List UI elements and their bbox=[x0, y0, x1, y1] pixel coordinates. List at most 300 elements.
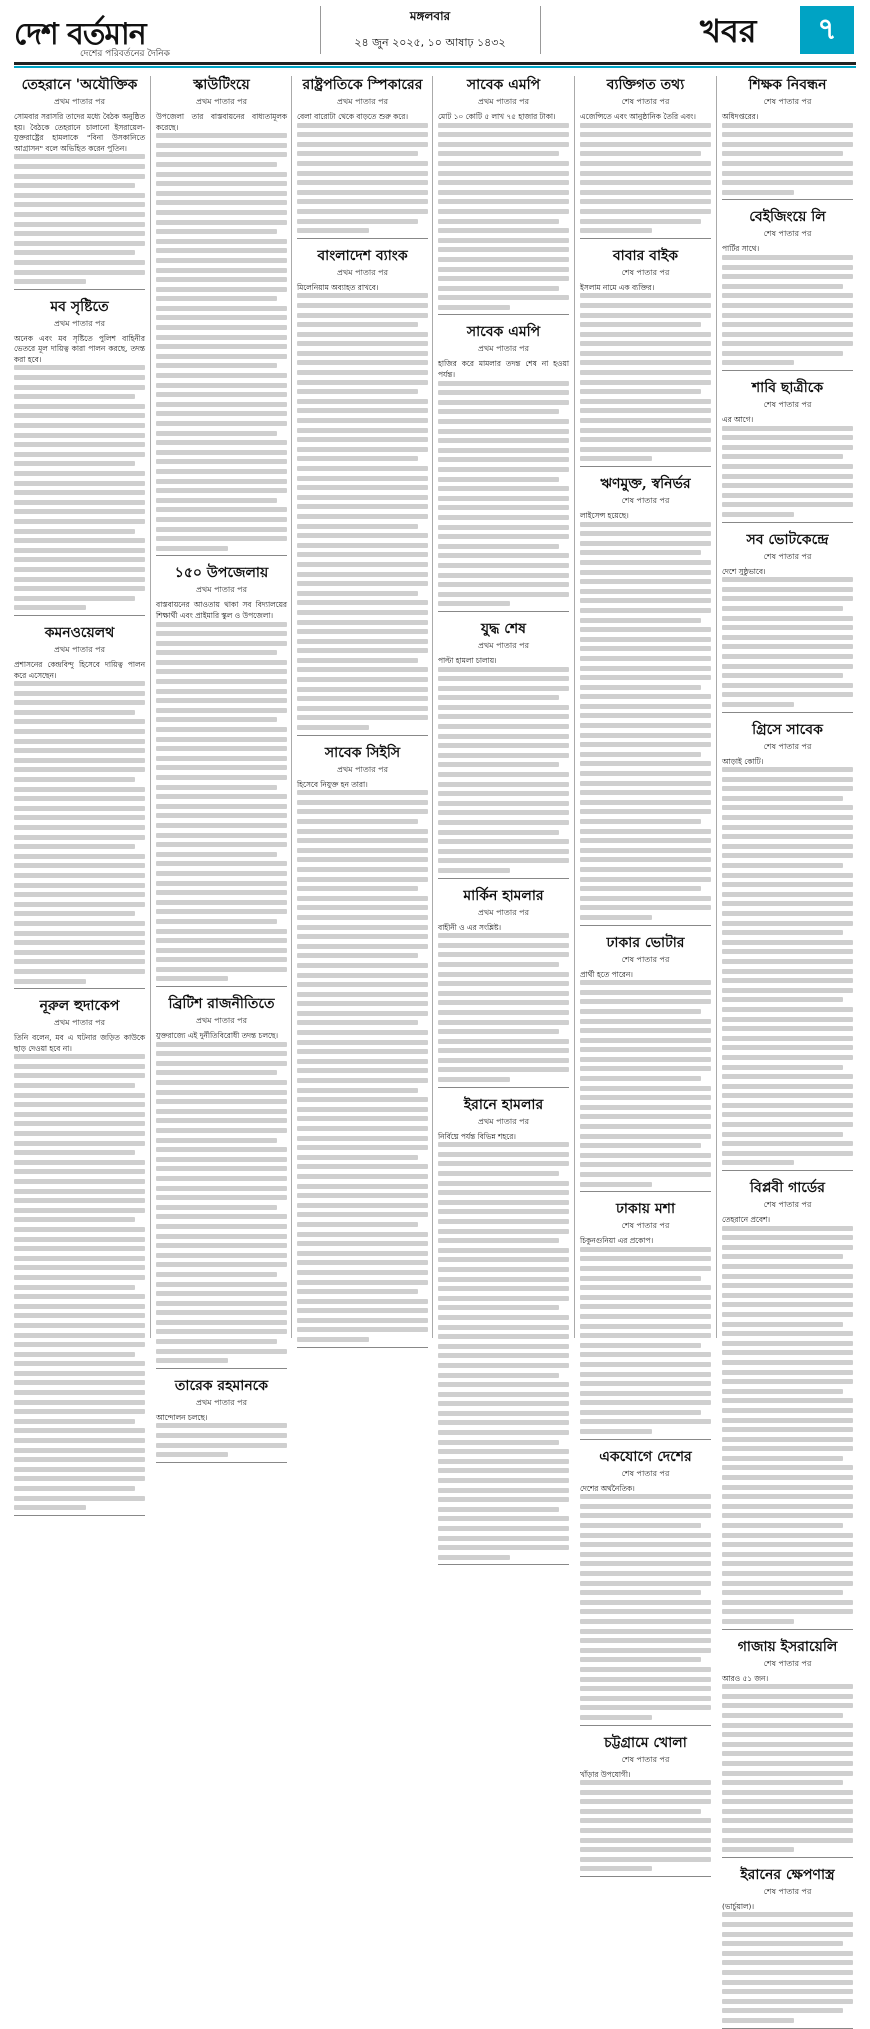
text-line bbox=[156, 1070, 277, 1075]
text-line bbox=[297, 725, 369, 730]
text-line bbox=[297, 543, 428, 548]
issue-day: মঙ্গলবার bbox=[409, 9, 451, 23]
article-divider bbox=[156, 555, 287, 556]
text-line bbox=[438, 390, 569, 395]
text-line bbox=[722, 1684, 853, 1689]
text-line bbox=[14, 202, 145, 207]
article-headline[interactable]: ইরানে হামলার bbox=[463, 1096, 544, 1113]
text-line bbox=[14, 787, 145, 792]
article-headline[interactable]: বিপ্লবী গার্ডের bbox=[750, 1180, 825, 1197]
news-article[interactable] bbox=[438, 1096, 569, 1566]
article-headline[interactable]: মব সৃষ্টিতে bbox=[50, 298, 109, 315]
text-line bbox=[438, 1382, 569, 1387]
text-line bbox=[580, 1847, 711, 1852]
text-line bbox=[14, 260, 145, 265]
text-line bbox=[438, 534, 569, 539]
text-line bbox=[156, 498, 277, 503]
article-body-text-lines bbox=[722, 767, 853, 1165]
text-line bbox=[722, 1341, 853, 1346]
text-line bbox=[580, 886, 701, 891]
news-article[interactable] bbox=[297, 247, 428, 736]
text-line bbox=[156, 641, 287, 646]
text-line bbox=[722, 445, 853, 450]
text-line bbox=[14, 1342, 145, 1347]
text-line bbox=[722, 1122, 853, 1127]
text-line bbox=[297, 706, 428, 711]
text-line bbox=[722, 1264, 853, 1269]
text-line bbox=[722, 1235, 853, 1240]
text-line bbox=[580, 1638, 711, 1643]
text-line bbox=[14, 796, 145, 801]
text-line bbox=[297, 867, 428, 872]
text-line bbox=[14, 241, 145, 246]
text-line bbox=[14, 863, 145, 868]
newspaper-logo[interactable] bbox=[14, 10, 204, 59]
news-article[interactable] bbox=[297, 76, 428, 239]
text-line bbox=[297, 696, 428, 701]
article-body-text-lines bbox=[14, 365, 145, 610]
text-line bbox=[297, 572, 428, 577]
text-line bbox=[156, 756, 287, 761]
text-line bbox=[297, 293, 428, 298]
text-line bbox=[438, 1392, 569, 1397]
article-body-text-lines bbox=[438, 1142, 569, 1560]
news-article[interactable] bbox=[722, 721, 853, 1172]
news-article[interactable] bbox=[580, 1448, 711, 1726]
text-line bbox=[438, 267, 569, 272]
text-line bbox=[14, 596, 135, 601]
text-line bbox=[156, 746, 287, 751]
header-rule bbox=[14, 62, 856, 65]
text-line bbox=[722, 978, 853, 983]
news-article[interactable] bbox=[14, 997, 145, 1516]
news-article[interactable] bbox=[722, 76, 853, 200]
text-line bbox=[580, 123, 711, 128]
text-line bbox=[14, 739, 145, 744]
text-line bbox=[297, 1040, 428, 1045]
text-line bbox=[722, 1331, 853, 1336]
text-line bbox=[14, 375, 145, 380]
article-continuation-label: প্রথম পাতার পর bbox=[478, 907, 529, 917]
text-line bbox=[580, 1047, 711, 1052]
text-line bbox=[438, 1277, 569, 1282]
text-line bbox=[722, 1045, 853, 1050]
text-line bbox=[14, 1323, 145, 1328]
text-line bbox=[297, 303, 428, 308]
text-line bbox=[580, 399, 711, 404]
text-line bbox=[438, 1545, 569, 1550]
article-headline[interactable]: ঢাকার ভোটার bbox=[606, 934, 685, 951]
text-line bbox=[438, 1248, 569, 1253]
text-line bbox=[297, 485, 428, 490]
text-line bbox=[722, 1389, 843, 1394]
text-line bbox=[297, 1184, 428, 1189]
article-headline[interactable]: তেহরানে 'অযৌক্তিক bbox=[21, 77, 138, 93]
text-line bbox=[438, 400, 569, 405]
text-line bbox=[438, 676, 569, 681]
text-line bbox=[722, 313, 853, 318]
text-line bbox=[580, 1143, 701, 1148]
article-divider bbox=[297, 735, 428, 736]
text-line bbox=[156, 296, 277, 301]
text-line bbox=[722, 2008, 843, 2013]
text-line bbox=[580, 579, 711, 584]
text-line bbox=[156, 631, 287, 636]
article-headline[interactable]: শাবি ছাত্রীকে bbox=[751, 380, 824, 397]
text-line bbox=[14, 1371, 145, 1376]
text-line bbox=[722, 1609, 853, 1614]
text-line bbox=[580, 219, 701, 224]
text-line bbox=[722, 1761, 853, 1766]
text-line bbox=[438, 1459, 569, 1464]
column-divider bbox=[291, 76, 292, 1338]
article-headline[interactable]: চট্টগ্রামে খোলা bbox=[604, 1734, 687, 1751]
article-divider bbox=[14, 1515, 145, 1516]
text-line bbox=[14, 1093, 145, 1098]
text-line bbox=[156, 727, 287, 732]
article-continuation-label: প্রথম পাতার পর bbox=[196, 97, 247, 106]
article-headline[interactable]: ব্যক্তিগত তথ্য bbox=[606, 77, 685, 93]
news-article[interactable] bbox=[580, 1734, 711, 1878]
article-body-text-lines bbox=[580, 1780, 711, 1871]
text-line bbox=[722, 151, 843, 156]
article-headline[interactable]: শিক্ষক নিবন্ধন bbox=[748, 77, 827, 93]
text-line bbox=[580, 389, 701, 394]
text-line bbox=[14, 1294, 145, 1299]
text-line bbox=[438, 962, 559, 967]
text-line bbox=[580, 1381, 711, 1386]
article-headline[interactable]: স্কাউটিংয়ে bbox=[193, 77, 250, 93]
text-line bbox=[156, 527, 287, 532]
text-line bbox=[580, 1419, 711, 1424]
article-continuation-label: প্রথম পাতার পর bbox=[478, 97, 529, 106]
text-line bbox=[438, 724, 569, 729]
text-line bbox=[297, 667, 428, 672]
news-article[interactable] bbox=[156, 564, 287, 987]
text-line bbox=[156, 1138, 277, 1143]
article-headline[interactable]: নূরুল হুদাকেপ bbox=[39, 998, 120, 1015]
text-line bbox=[722, 454, 843, 459]
article-divider bbox=[14, 615, 145, 616]
news-article[interactable] bbox=[14, 76, 145, 290]
text-line bbox=[14, 1198, 145, 1203]
text-line bbox=[438, 1190, 569, 1195]
text-line bbox=[580, 1124, 711, 1129]
news-article[interactable] bbox=[722, 1866, 853, 2029]
text-line bbox=[14, 481, 145, 486]
text-line bbox=[438, 305, 510, 310]
text-line bbox=[580, 1581, 711, 1586]
text-line bbox=[156, 1166, 287, 1171]
article-headline[interactable]: গাজায় ইসরায়েলি bbox=[737, 1638, 838, 1655]
text-line bbox=[580, 1372, 711, 1377]
text-line bbox=[722, 1999, 853, 2004]
article-headline[interactable]: বাবার বাইক bbox=[612, 247, 679, 264]
text-line bbox=[438, 1000, 569, 1005]
text-line bbox=[580, 456, 652, 461]
text-line bbox=[14, 1237, 145, 1242]
article-body: অনেক এবং মব সৃষ্টিতে পুলিশ বাহিনীর ভেতরে মূল দায়িত্ব কারা পালন করছে, তদন্ত করা হবে। bbox=[14, 333, 145, 364]
news-article[interactable] bbox=[580, 475, 711, 926]
text-line bbox=[722, 863, 843, 868]
article-continuation-label: প্রথম পাতার পর bbox=[196, 1016, 247, 1026]
text-line bbox=[297, 524, 418, 529]
text-line bbox=[438, 132, 569, 137]
text-line bbox=[438, 171, 569, 176]
text-line bbox=[438, 1029, 559, 1034]
text-line bbox=[14, 825, 145, 830]
news-article[interactable] bbox=[722, 1179, 853, 1630]
news-column bbox=[438, 76, 569, 1338]
text-line bbox=[580, 857, 711, 862]
text-line bbox=[156, 957, 287, 962]
text-line bbox=[14, 490, 145, 495]
news-article[interactable] bbox=[580, 934, 711, 1193]
text-line bbox=[580, 531, 711, 536]
article-headline[interactable]: যুদ্ধ শেষ bbox=[481, 620, 526, 637]
text-line bbox=[297, 332, 428, 337]
text-line bbox=[156, 1118, 287, 1123]
text-line bbox=[156, 536, 287, 541]
article-divider bbox=[438, 314, 569, 315]
text-line bbox=[14, 270, 145, 275]
text-line bbox=[156, 1214, 287, 1219]
text-line bbox=[580, 1504, 711, 1509]
text-line bbox=[438, 1142, 569, 1147]
article-headline[interactable]: বেইজিংয়ে লি bbox=[749, 209, 826, 226]
news-article[interactable] bbox=[438, 323, 569, 611]
text-line bbox=[580, 190, 711, 195]
header-rule-accent bbox=[14, 66, 856, 68]
text-line bbox=[438, 952, 569, 957]
article-headline[interactable]: কমনওয়েলথ bbox=[44, 624, 115, 641]
article-headline[interactable]: গ্রিসে সাবেক bbox=[752, 721, 823, 738]
news-article[interactable] bbox=[438, 76, 569, 315]
news-article[interactable] bbox=[14, 624, 145, 989]
text-line bbox=[580, 1295, 711, 1300]
text-line bbox=[297, 581, 428, 586]
article-body-text-lines bbox=[14, 154, 145, 284]
text-line bbox=[14, 471, 145, 476]
text-line bbox=[438, 544, 559, 549]
text-line bbox=[722, 997, 843, 1002]
text-line bbox=[722, 435, 853, 440]
text-line bbox=[722, 474, 853, 479]
text-line bbox=[580, 209, 711, 214]
text-line bbox=[722, 1475, 853, 1480]
text-line bbox=[722, 1418, 853, 1423]
text-line bbox=[580, 598, 711, 603]
article-body-text-lines bbox=[722, 1912, 853, 2023]
text-line bbox=[722, 882, 853, 887]
text-line bbox=[438, 1420, 569, 1425]
article-body-text-lines bbox=[722, 123, 853, 195]
text-line bbox=[14, 1169, 145, 1174]
text-line bbox=[438, 858, 569, 863]
text-line bbox=[156, 1358, 228, 1363]
text-line bbox=[438, 1152, 569, 1157]
text-line bbox=[438, 1526, 569, 1531]
column-divider bbox=[432, 76, 433, 1338]
text-line bbox=[438, 991, 569, 996]
news-article[interactable] bbox=[156, 1377, 287, 1463]
news-article[interactable] bbox=[580, 76, 711, 239]
text-line bbox=[438, 714, 569, 719]
text-line bbox=[156, 909, 287, 914]
text-line bbox=[438, 1315, 569, 1320]
text-line bbox=[438, 1555, 510, 1560]
news-article[interactable] bbox=[156, 76, 287, 556]
article-divider bbox=[297, 238, 428, 239]
text-line bbox=[156, 737, 287, 742]
text-line bbox=[722, 1513, 853, 1518]
text-line bbox=[722, 1742, 853, 1747]
article-headline[interactable]: ব্রিটিশ রাজনীতিতে bbox=[168, 996, 275, 1013]
text-line bbox=[580, 761, 711, 766]
text-line bbox=[580, 1590, 701, 1595]
text-line bbox=[438, 257, 569, 262]
news-article[interactable] bbox=[722, 531, 853, 713]
article-body: তেহরানে প্রবেশ। bbox=[722, 1215, 770, 1225]
article-body-text-lines bbox=[156, 622, 287, 982]
article-headline[interactable]: একযোগে দেশের bbox=[599, 1448, 692, 1465]
article-headline[interactable]: সাবেক এমপি bbox=[466, 77, 541, 93]
text-line bbox=[156, 708, 287, 713]
text-line bbox=[722, 1283, 853, 1288]
article-body-text-lines bbox=[438, 381, 569, 607]
text-line bbox=[580, 685, 701, 690]
news-article[interactable] bbox=[438, 887, 569, 1088]
text-line bbox=[14, 548, 145, 553]
text-line bbox=[580, 570, 711, 575]
text-line bbox=[297, 715, 428, 720]
article-headline[interactable]: সব ভোটকেন্দ্রে bbox=[746, 531, 829, 548]
text-line bbox=[438, 1238, 559, 1243]
text-line bbox=[14, 1246, 145, 1251]
text-line bbox=[297, 829, 428, 834]
text-line bbox=[156, 277, 287, 282]
text-line bbox=[580, 1247, 711, 1252]
text-line bbox=[14, 423, 145, 428]
text-line bbox=[722, 767, 853, 772]
text-line bbox=[14, 1496, 145, 1501]
text-line bbox=[156, 1234, 287, 1239]
text-line bbox=[722, 1694, 853, 1699]
text-line bbox=[580, 1809, 701, 1814]
text-line bbox=[722, 1007, 853, 1012]
article-continuation-label: প্রথম পাতার পর bbox=[54, 97, 105, 106]
text-line bbox=[14, 1304, 145, 1309]
text-line bbox=[580, 704, 711, 709]
news-article[interactable] bbox=[722, 379, 853, 523]
text-line bbox=[580, 637, 711, 642]
text-line bbox=[580, 1086, 711, 1091]
article-headline[interactable]: ঢাকায় মশা bbox=[615, 1201, 676, 1218]
article-headline[interactable]: বাংলাদেশ ব্যাংক bbox=[317, 247, 408, 264]
text-line bbox=[297, 1126, 428, 1131]
news-article[interactable] bbox=[722, 208, 853, 371]
text-line bbox=[580, 1513, 711, 1518]
text-line bbox=[297, 658, 418, 663]
text-line bbox=[438, 553, 569, 558]
article-headline[interactable]: ঋণমুক্ত, স্বনির্ভর bbox=[600, 476, 691, 492]
text-line bbox=[722, 1408, 853, 1413]
text-line bbox=[156, 546, 228, 551]
text-line bbox=[14, 193, 145, 198]
text-line bbox=[722, 1312, 853, 1317]
text-line bbox=[14, 1467, 145, 1472]
article-body: দেশে সুষ্ঠুভাবে। bbox=[722, 566, 766, 576]
news-article[interactable] bbox=[156, 995, 287, 1369]
news-article[interactable] bbox=[14, 298, 145, 616]
text-line bbox=[14, 931, 145, 936]
text-line bbox=[580, 733, 711, 738]
text-line bbox=[156, 1291, 287, 1296]
article-headline[interactable]: রাষ্ট্রপতিকে স্পিকারের bbox=[302, 77, 423, 93]
article-divider bbox=[580, 1439, 711, 1440]
text-line bbox=[438, 1267, 569, 1272]
text-line bbox=[156, 459, 287, 464]
text-line bbox=[722, 1912, 853, 1917]
text-line bbox=[14, 892, 145, 897]
text-line bbox=[14, 1361, 145, 1366]
text-line bbox=[297, 1145, 428, 1150]
article-body-text-lines bbox=[297, 123, 428, 234]
text-line bbox=[297, 151, 418, 156]
article-headline[interactable]: সাবেক সিইসি bbox=[324, 744, 401, 761]
text-line bbox=[580, 1076, 701, 1081]
text-line bbox=[580, 1857, 711, 1862]
news-article[interactable] bbox=[722, 1638, 853, 1858]
text-line bbox=[297, 925, 428, 930]
text-line bbox=[580, 1629, 711, 1634]
text-line bbox=[14, 567, 145, 572]
text-line bbox=[580, 1523, 701, 1528]
article-headline[interactable]: মার্কিন হামলার bbox=[463, 887, 544, 904]
article-headline[interactable]: ইরানের ক্ষেপণাস্ত্র bbox=[740, 1866, 835, 1883]
text-line bbox=[580, 790, 711, 795]
text-line bbox=[156, 1310, 287, 1315]
text-line bbox=[156, 469, 287, 474]
text-line bbox=[580, 1333, 711, 1338]
text-line bbox=[722, 940, 853, 945]
article-headline[interactable]: তারেক রহমানকে bbox=[174, 1377, 269, 1394]
news-article[interactable] bbox=[580, 1200, 711, 1439]
article-headline[interactable]: ১৫০ উপজেলায় bbox=[174, 565, 269, 582]
article-headline[interactable]: সাবেক এমপি bbox=[466, 324, 541, 341]
text-line bbox=[156, 1253, 287, 1258]
text-line bbox=[722, 161, 853, 166]
text-line bbox=[14, 1208, 145, 1213]
article-body: চিকুনগুনিয়া এর প্রকোপ। bbox=[580, 1236, 654, 1246]
text-line bbox=[156, 229, 277, 234]
text-line bbox=[580, 771, 711, 776]
text-line bbox=[438, 457, 569, 462]
masthead bbox=[0, 0, 870, 64]
article-body-text-lines bbox=[297, 293, 428, 730]
news-article[interactable] bbox=[438, 620, 569, 879]
news-article[interactable] bbox=[297, 744, 428, 1348]
text-line bbox=[156, 191, 287, 196]
article-divider bbox=[580, 466, 711, 467]
article-divider bbox=[438, 1087, 569, 1088]
text-line bbox=[14, 1419, 135, 1424]
news-article[interactable] bbox=[580, 247, 711, 467]
text-line bbox=[580, 829, 711, 834]
text-line bbox=[297, 190, 428, 195]
text-line bbox=[297, 687, 428, 692]
text-line bbox=[14, 835, 145, 840]
